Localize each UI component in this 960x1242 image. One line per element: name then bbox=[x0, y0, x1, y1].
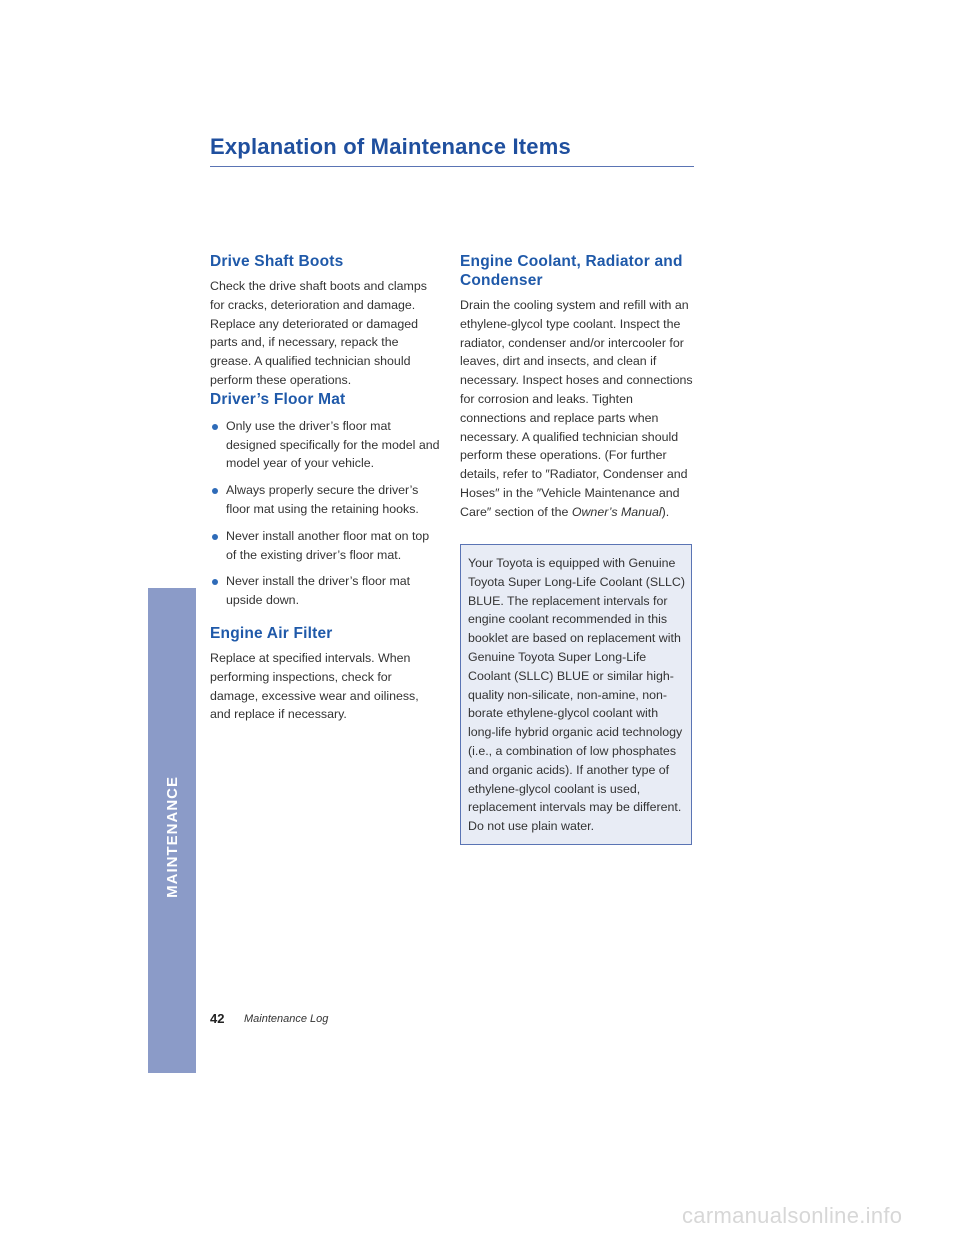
list-item-text: Only use the driver’s floor mat designed specifically for the model and model year of your vehicle. bbox=[226, 418, 440, 471]
bullet-icon bbox=[212, 534, 218, 540]
list-item bbox=[210, 481, 442, 519]
list-item bbox=[210, 527, 442, 565]
list-item bbox=[210, 417, 442, 473]
owners-manual-ref: Owner’s Manual bbox=[571, 504, 662, 519]
coolant-body-text: Drain the cooling system and refill with an ethylene-glycol type coolant. Inspect the radiator, condenser and/or intercooler for leaves, dirt and insects, and clean if necessary. Inspect hoses and connections for corrosion and leaks. Tighten connections and replace parts when necessary. A qualified technician should perform these operations. (For further details, refer to ″Radiator, Condenser and Hoses″ in the ″Vehicle Maintenance and Care″ section of the bbox=[460, 298, 693, 519]
floor-mat-heading: Driver’s Floor Mat bbox=[210, 390, 346, 408]
air-filter-body: Replace at specified intervals. When performing inspections, check for damage, excessive wear and oiliness, and replace if necessary. bbox=[210, 650, 419, 722]
bullet-icon bbox=[212, 424, 218, 430]
drive-shaft-body: Check the drive shaft boots and clamps for cracks, deterioration and damage. Replace any deteriorated or damaged parts and, if necessary, repack the grease. A qualified technician should perform these operations. bbox=[210, 279, 427, 387]
coolant-note-text: Your Toyota is equipped with Genuine Toyota Super Long-Life Coolant (SLLC) BLUE. The replacement intervals for engine coolant recommended in this booklet are based on replacement with Genuine Toyota Super Long-Life Coolant (SLLC) BLUE or similar high-quality non-silicate, non-amine, non-borate ethylene-glycol coolant with long-life hybrid organic acid technology (i.e., a combination of low phosphates and organic acids). If another type of ethylene-glycol coolant is used, replacement intervals may be different. Do not use plain water. bbox=[468, 556, 685, 834]
footer-label: Maintenance Log bbox=[244, 1013, 329, 1025]
sidebar-label-wrap bbox=[148, 588, 196, 1073]
title-divider bbox=[210, 166, 694, 167]
coolant-body-end: ). bbox=[661, 504, 670, 519]
bullet-icon bbox=[212, 579, 218, 585]
sidebar-label: MAINTENANCE bbox=[163, 776, 181, 898]
drive-shaft-heading: Drive Shaft Boots bbox=[210, 253, 344, 270]
list-item bbox=[210, 572, 442, 610]
left-column bbox=[210, 252, 442, 724]
list-item-text: Never install the driver’s floor mat upside down. bbox=[226, 574, 411, 608]
coolant-note-box bbox=[460, 544, 692, 845]
watermark: carmanualsonline.info bbox=[682, 1203, 903, 1228]
list-item-text: Never install another floor mat on top of the existing driver’s floor mat. bbox=[226, 528, 430, 562]
coolant-heading: Engine Coolant, Radiator and Condenser bbox=[460, 253, 683, 289]
air-filter-heading: Engine Air Filter bbox=[210, 624, 333, 642]
floor-mat-list bbox=[210, 417, 442, 610]
coolant-body bbox=[460, 296, 694, 522]
page-title: Explanation of Maintenance Items bbox=[210, 134, 571, 159]
list-item-text: Always properly secure the driver’s floor mat using the retaining hooks. bbox=[226, 483, 419, 516]
right-column bbox=[460, 252, 694, 522]
bullet-icon bbox=[212, 488, 218, 494]
page-number: 42 bbox=[210, 1011, 225, 1026]
